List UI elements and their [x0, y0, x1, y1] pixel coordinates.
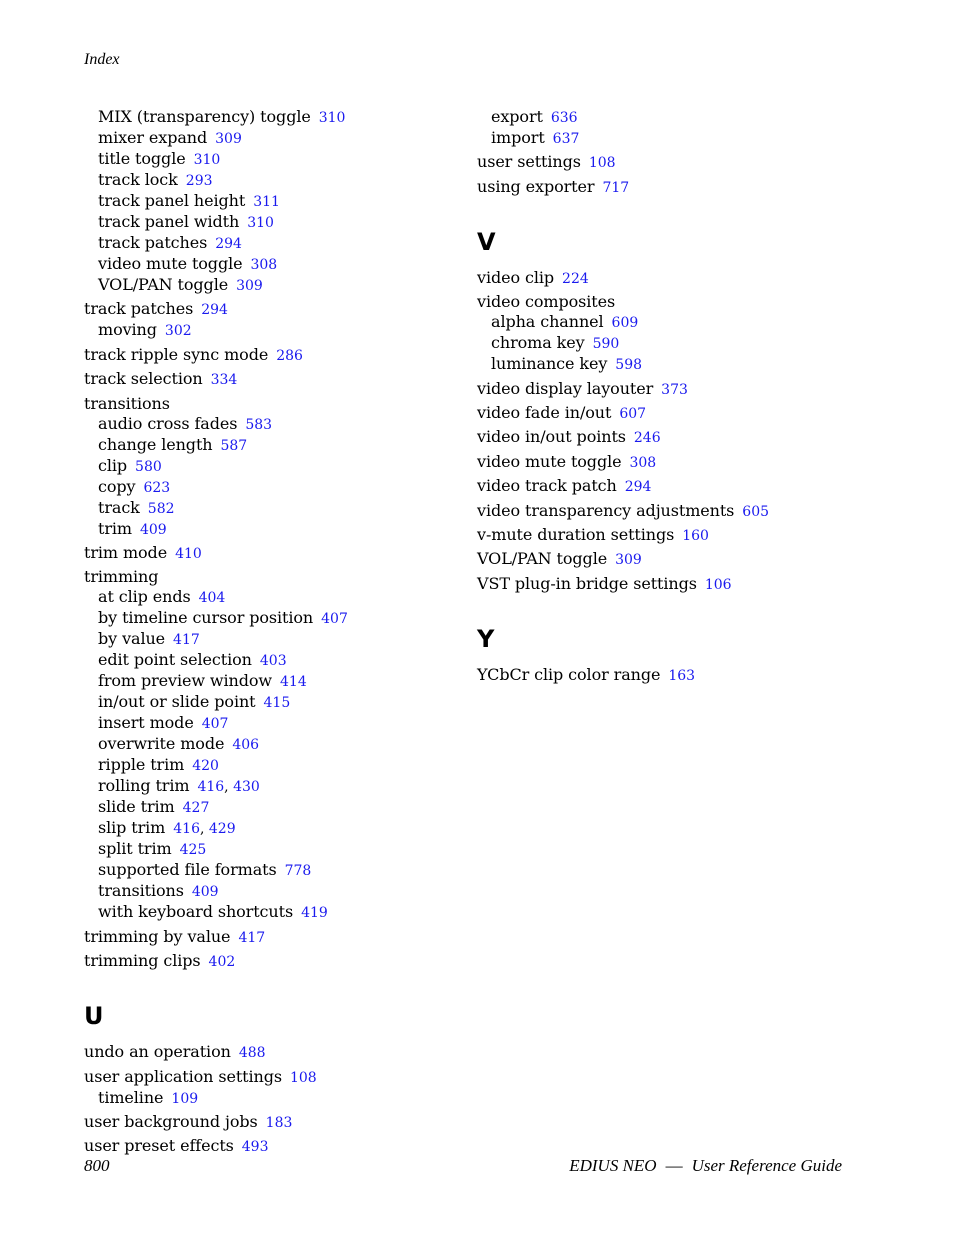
index-subentry [84, 629, 464, 650]
page-link[interactable]: 334 [210, 372, 238, 389]
entry-term: track patches [98, 233, 208, 252]
footer-title [569, 1156, 842, 1176]
page-references [247, 212, 274, 231]
index-entry [477, 501, 897, 522]
entry-term: video clip [477, 267, 555, 287]
entry-term: chroma key [491, 333, 585, 353]
page-link[interactable]: 493 [241, 1139, 269, 1156]
index-entry [84, 394, 464, 414]
page-references [602, 177, 629, 196]
page-link[interactable]: 419 [301, 905, 328, 922]
entry-term: track panel height [98, 191, 246, 210]
entry-term: export [491, 107, 543, 126]
index-entry [84, 567, 464, 587]
page-link[interactable]: 294 [624, 479, 652, 496]
page-references [562, 268, 589, 287]
page-references [661, 379, 688, 398]
entry-term: clip [98, 455, 128, 475]
page-references [668, 665, 695, 684]
index-subentry [84, 734, 464, 755]
page-link[interactable]: 286 [276, 347, 303, 364]
page-link[interactable]: 183 [265, 1114, 293, 1131]
entry-term: track [98, 497, 140, 517]
entry-term: timeline [98, 1087, 164, 1107]
page-link[interactable]: 580 [135, 458, 162, 475]
index-subentry [477, 333, 897, 354]
page-references [280, 671, 307, 690]
index-subentry [84, 456, 464, 477]
page-link[interactable]: 717 [602, 179, 630, 196]
entry-term: VST plug-in bridge settings [477, 573, 697, 593]
index-subentry [477, 312, 897, 333]
index-entry [84, 927, 464, 948]
entry-term: video track patch [477, 476, 617, 496]
page-link[interactable]: 108 [588, 155, 616, 172]
entry-term: title toggle [98, 149, 186, 168]
index-subentry [84, 107, 464, 128]
entry-term: audio cross fades [98, 413, 238, 433]
page-references [135, 456, 162, 475]
page-references [197, 776, 259, 795]
index-subentry [477, 107, 897, 128]
entry-term: video mute toggle [98, 254, 243, 273]
page-references [192, 755, 219, 774]
index-subentry [84, 902, 464, 923]
page-references [253, 191, 280, 210]
index-subentry [84, 881, 464, 902]
page-references [173, 818, 235, 837]
index-subentry [84, 435, 464, 456]
page-references [276, 345, 303, 364]
page-references [220, 435, 247, 454]
page-link[interactable]: 488 [238, 1045, 266, 1062]
index-entry [84, 345, 464, 366]
page-references [199, 587, 226, 606]
page-link[interactable]: 607 [619, 405, 647, 422]
page-references [186, 170, 213, 189]
page-link[interactable]: 637 [552, 131, 580, 147]
page-references [201, 299, 228, 318]
index-entry [84, 1042, 464, 1063]
entry-term: track selection [84, 369, 203, 389]
index-subentry [84, 275, 464, 296]
index-subentry [84, 498, 464, 519]
entry-term: v-mute duration settings [477, 524, 675, 544]
entry-term: user application settings [84, 1066, 282, 1086]
entry-term: change length [98, 434, 213, 454]
page-references [175, 543, 202, 562]
index-subentry [84, 692, 464, 713]
index-entry [477, 268, 897, 289]
index-subentry [84, 212, 464, 233]
index-subentry [84, 587, 464, 608]
page-link[interactable]: 778 [284, 863, 312, 880]
page-link[interactable]: 598 [615, 357, 643, 374]
entry-term: track panel width [98, 212, 240, 231]
page-references [232, 734, 259, 753]
footer-separator: — [665, 1156, 683, 1175]
page-link[interactable]: 417 [238, 929, 266, 946]
index-entry [84, 1067, 464, 1088]
page-link[interactable]: 310 [247, 215, 274, 231]
page-link[interactable]: 430 [233, 779, 260, 796]
footer-page-number: 800 [84, 1156, 110, 1175]
index-entry [477, 525, 897, 546]
page-link[interactable]: 407 [201, 716, 229, 733]
page-link[interactable]: 409 [191, 884, 219, 901]
entry-term: copy [98, 476, 136, 496]
page-references [239, 1042, 266, 1061]
entry-term: by value [98, 629, 166, 649]
index-subentry [477, 128, 897, 149]
entry-term: trimming clips [84, 951, 201, 971]
page-link[interactable]: 587 [220, 437, 248, 454]
page-references [625, 476, 652, 495]
page-link[interactable]: 310 [318, 110, 346, 126]
index-entry [477, 152, 897, 173]
page-references [245, 414, 272, 433]
page-link[interactable]: 302 [164, 323, 192, 340]
page-link[interactable]: 309 [215, 131, 242, 147]
index-subentry [84, 776, 464, 797]
index-subentry [84, 254, 464, 275]
page-references [593, 333, 620, 352]
entry-term: track patches [84, 299, 194, 319]
page-references [553, 128, 580, 147]
index-subentry [84, 755, 464, 776]
page-references [165, 320, 192, 339]
index-column-right [477, 107, 897, 686]
entry-term: video transparency adjustments [477, 500, 735, 520]
page-link[interactable]: 404 [198, 590, 226, 607]
page-references [211, 369, 238, 388]
page-references [236, 275, 263, 294]
page-link[interactable]: 108 [289, 1069, 317, 1086]
page-link[interactable]: 427 [182, 800, 210, 817]
page-references [615, 354, 642, 373]
index-entry [84, 543, 464, 564]
entry-term: insert mode [98, 713, 194, 733]
page-references [589, 152, 616, 171]
page-link[interactable]: 605 [742, 503, 770, 520]
index-subentry [84, 671, 464, 692]
page-references [629, 452, 656, 471]
entry-term: trim mode [84, 542, 168, 562]
page-link[interactable]: 425 [179, 842, 207, 859]
index-subentry [84, 233, 464, 254]
page-link[interactable]: 406 [232, 737, 260, 754]
entry-term: mixer expand [98, 128, 208, 147]
index-subentry [84, 128, 464, 149]
entry-term: overwrite mode [98, 734, 225, 754]
page-references [319, 107, 346, 126]
page-link[interactable]: 583 [245, 416, 273, 433]
index-entry [477, 549, 897, 570]
page-references [615, 549, 642, 568]
page-references [194, 149, 221, 168]
entry-term: transitions [98, 881, 184, 901]
page-link[interactable]: 311 [253, 194, 280, 210]
page-link[interactable]: 623 [143, 479, 171, 496]
page-references [215, 233, 242, 252]
index-subentry [84, 519, 464, 540]
entry-term: ripple trim [98, 755, 185, 775]
entry-term: slide trim [98, 797, 175, 817]
index-subentry [84, 650, 464, 671]
entry-term: video fade in/out [477, 402, 612, 422]
index-subentry [84, 320, 464, 341]
page-references [242, 1136, 269, 1155]
page-references [209, 951, 236, 970]
page-references [285, 860, 312, 879]
entry-term: user background jobs [84, 1111, 258, 1131]
entry-term: alpha channel [491, 312, 604, 332]
entry-term: with keyboard shortcuts [98, 902, 294, 922]
page-link[interactable]: 414 [280, 674, 307, 691]
entry-term: video composites [477, 292, 616, 312]
page-link[interactable]: 163 [668, 667, 696, 684]
footer-guide: User Reference Guide [691, 1156, 842, 1175]
entry-term: supported file formats [98, 860, 277, 880]
page-link[interactable]: 402 [208, 954, 236, 971]
page-references [180, 839, 207, 858]
index-entry [477, 665, 897, 686]
page-link[interactable]: 294 [201, 302, 228, 319]
index-entry [477, 476, 897, 497]
page-link[interactable]: 417 [173, 632, 200, 649]
index-subentry [84, 839, 464, 860]
section-letter-y: Y [477, 624, 495, 653]
page-references [250, 254, 277, 273]
entry-term: trimming [84, 567, 159, 587]
index-entry [477, 292, 897, 312]
page-link[interactable]: 373 [661, 381, 688, 398]
entry-term: at clip ends [98, 587, 191, 607]
page-link[interactable]: 420 [192, 758, 219, 775]
page-references [143, 477, 170, 496]
index-subentry [84, 608, 464, 629]
index-entry [477, 427, 897, 448]
index-subentry [84, 191, 464, 212]
page-references [171, 1088, 198, 1107]
page-link[interactable]: 407 [321, 611, 348, 628]
section-letter-v: V [477, 227, 496, 256]
page-link[interactable]: 309 [236, 278, 263, 294]
page-link[interactable]: 106 [704, 576, 732, 593]
page-separator: , [199, 821, 209, 838]
page-references [266, 1112, 293, 1131]
index-entry [84, 951, 464, 972]
page-references [140, 519, 167, 538]
page-references [301, 902, 328, 921]
page-link[interactable]: 109 [171, 1090, 199, 1107]
entry-term: user settings [477, 152, 581, 172]
index-subentry [84, 1088, 464, 1109]
page-link[interactable]: 246 [633, 430, 661, 447]
page-link[interactable]: 310 [193, 152, 221, 168]
index-entry [477, 177, 897, 198]
page-references [148, 498, 175, 517]
page-references [264, 692, 291, 711]
page-references [215, 128, 242, 147]
page-references [612, 312, 639, 331]
entry-term: MIX (transparency) toggle [98, 107, 311, 126]
entry-term: in/out or slide point [98, 692, 256, 712]
entry-term: rolling trim [98, 776, 190, 796]
index-entry [477, 403, 897, 424]
page-link[interactable]: 308 [250, 257, 278, 273]
page-references [238, 927, 265, 946]
page-references [682, 525, 709, 544]
page-link[interactable]: 582 [147, 500, 175, 517]
entry-term: from preview window [98, 671, 273, 691]
index-column-left [84, 107, 464, 1157]
page-link[interactable]: 409 [139, 521, 167, 538]
page-references [183, 797, 210, 816]
page-link[interactable]: 416 [173, 821, 200, 838]
page-link[interactable]: 293 [185, 173, 213, 189]
page-link[interactable]: 309 [615, 552, 642, 569]
index-entry [477, 452, 897, 473]
page-references [551, 107, 578, 126]
page-separator: , [224, 779, 234, 796]
entry-term: YCbCr clip color range [477, 664, 661, 684]
index-subentry [84, 170, 464, 191]
entry-term: undo an operation [84, 1042, 231, 1062]
page-link[interactable]: 410 [175, 545, 202, 562]
entry-term: split trim [98, 839, 172, 859]
page-link[interactable]: 294 [215, 236, 242, 252]
page-link[interactable]: 416 [197, 779, 225, 796]
entry-term: trimming by value [84, 926, 231, 946]
page-link[interactable]: 590 [592, 336, 620, 353]
entry-term: edit point selection [98, 650, 252, 670]
page-link[interactable]: 403 [259, 653, 287, 670]
running-header: Index [84, 51, 120, 68]
page-references [202, 713, 229, 732]
entry-term: transitions [84, 393, 170, 413]
entry-term: VOL/PAN toggle [98, 275, 229, 294]
page-references [742, 501, 769, 520]
page-references [705, 574, 732, 593]
index-subentry [84, 860, 464, 881]
index-subentry [84, 149, 464, 170]
index-subentry [477, 354, 897, 375]
entry-term: import [491, 128, 545, 147]
entry-term: VOL/PAN toggle [477, 549, 608, 569]
page-references [290, 1067, 317, 1086]
entry-term: video display layouter [477, 378, 654, 398]
index-subentry [84, 477, 464, 498]
index-entry [84, 299, 464, 320]
entry-term: by timeline cursor position [98, 608, 314, 628]
entry-term: moving [98, 320, 157, 340]
entry-term: using exporter [477, 176, 595, 196]
page-references [619, 403, 646, 422]
index-entry [84, 1112, 464, 1133]
entry-term: video mute toggle [477, 451, 622, 471]
index-entry [84, 1136, 464, 1157]
entry-term: slip trim [98, 818, 166, 838]
entry-term: track lock [98, 170, 178, 189]
entry-term: video in/out points [477, 427, 626, 447]
page-references [173, 629, 200, 648]
page-link[interactable]: 636 [550, 110, 578, 126]
entry-term: trim [98, 518, 132, 538]
index-entry [477, 574, 897, 595]
index-subentry [84, 818, 464, 839]
page-references [634, 427, 661, 446]
index-entry [477, 379, 897, 400]
page-link[interactable]: 609 [611, 315, 639, 332]
index-subentry [84, 713, 464, 734]
entry-term: luminance key [491, 354, 608, 374]
page-link[interactable]: 429 [208, 821, 236, 838]
page-link[interactable]: 224 [562, 270, 589, 287]
entry-term: track ripple sync mode [84, 344, 269, 364]
page-link[interactable]: 415 [263, 695, 291, 712]
footer-product: EDIUS NEO [569, 1156, 657, 1175]
index-subentry [84, 414, 464, 435]
page-link[interactable]: 308 [629, 454, 657, 471]
page-references [192, 881, 219, 900]
index-subentry [84, 797, 464, 818]
page-link[interactable]: 160 [682, 527, 709, 544]
section-letter-u: U [84, 1002, 104, 1031]
entry-term: user preset effects [84, 1136, 234, 1156]
page-references [321, 608, 348, 627]
index-entry [84, 369, 464, 390]
page-references [260, 650, 287, 669]
